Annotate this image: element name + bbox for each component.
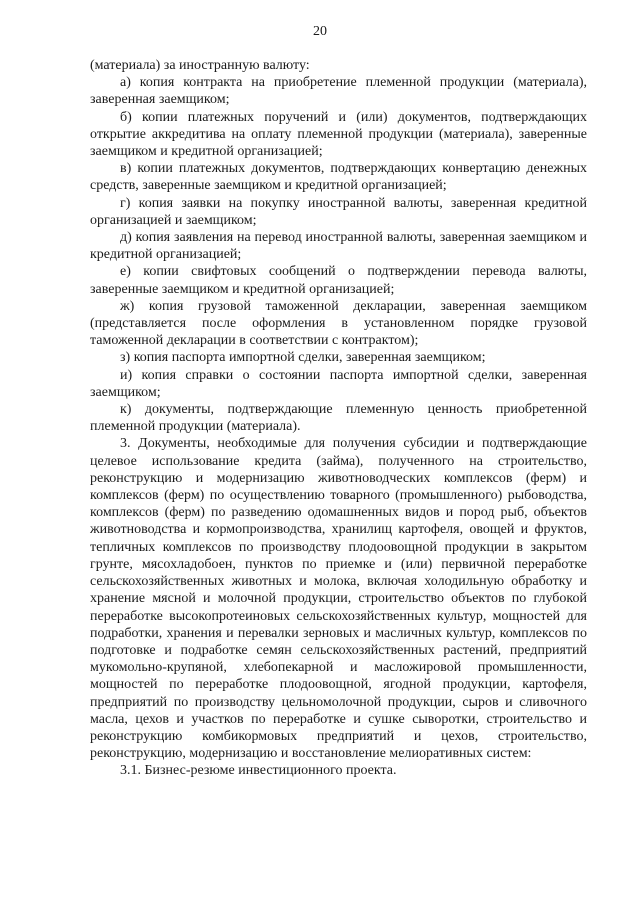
list-item-i: и) копия справки о состоянии паспорта импортной сделки, заверенная заемщиком; — [90, 367, 587, 400]
list-item-v: в) копии платежных документов, подтверждающих конвертацию денежных средств, заверенные заемщиком и кредитной организацией; — [90, 161, 587, 194]
list-item-g: г) копия заявки на покупку иностранной валюты, заверенная кредитной организацией и заемщиком; — [90, 195, 587, 228]
list-item-b: б) копии платежных поручений и (или) документов, подтверждающих открытие аккредитива на оплату племенной продукции (материала), заверенные заемщиком и кредитной организацией; — [90, 109, 587, 160]
section-3-1-paragraph: 3.1. Бизнес-резюме инвестиционного проекта. — [120, 763, 397, 779]
section-3-paragraph: 3. Документы, необходимые для получения субсидии и подтверждающие целевое использование кредита (займа), полученного на строительство, реконструкцию и модернизацию животноводческих комплексов (ферм) и комплексов (ферм) по осуществлению товарного (промышленного) рыбоводства, комплексов (ферм) по разведению одомашненных видов и пород рыб, объектов животноводства и кормопроизводства, хранилищ картофеля, овощей и фруктов, тепличных комплексов по производству плодоовощной продукции в закрытом грунте, мясохладобоен, пунктов по приемке и (или) первичной переработке сельскохозяйственных животных и молока, включая холодильную обработку и хранение мясной и молочной продукции, строительство объектов по глубокой переработке высокопротеиновых сельскохозяйственных культур, мощностей для подработки, хранения и перевалки зерновых и масличных культур, комплексов по подготовке и подработке семян сельскохозяйственных растений, предприятий мукомольно-крупяной, хлебопекарной и масложировой промышленности, мощностей по переработке плодоовощной, ягодной продукции, картофеля, предприятий по производству цельномолочной продукции, сыров и сливочного масла, цехов и участков по переработке и сушке сыворотки, строительство и реконструкцию комбикормовых предприятий и цехов, строительство, реконструкцию, модернизацию и восстановление мелиоративных систем: — [90, 436, 587, 762]
list-item-a: а) копия контракта на приобретение племенной продукции (материала), заверенная заемщиком; — [90, 75, 587, 108]
document-body — [90, 57, 587, 780]
list-item-k: к) документы, подтверждающие племенную ценность приобретенной племенной продукции (материала). — [90, 402, 587, 435]
list-item-z: з) копия паспорта импортной сделки, заверенная заемщиком; — [120, 350, 486, 366]
paragraph-continuation: (материала) за иностранную валюту: — [90, 58, 310, 73]
list-item-d: д) копия заявления на перевод иностранной валюты, заверенная заемщиком и кредитной организацией; — [90, 230, 587, 263]
list-item-e: е) копии свифтовых сообщений о подтверждении перевода валюты, заверенные заемщиком и кредитной организацией; — [90, 264, 587, 297]
page-number: 20 — [313, 24, 327, 39]
list-item-zh: ж) копия грузовой таможенной декларации, заверенная заемщиком (представляется после оформления в установленном порядке грузовой таможенной декларации в соответствии с контрактом); — [90, 298, 587, 349]
